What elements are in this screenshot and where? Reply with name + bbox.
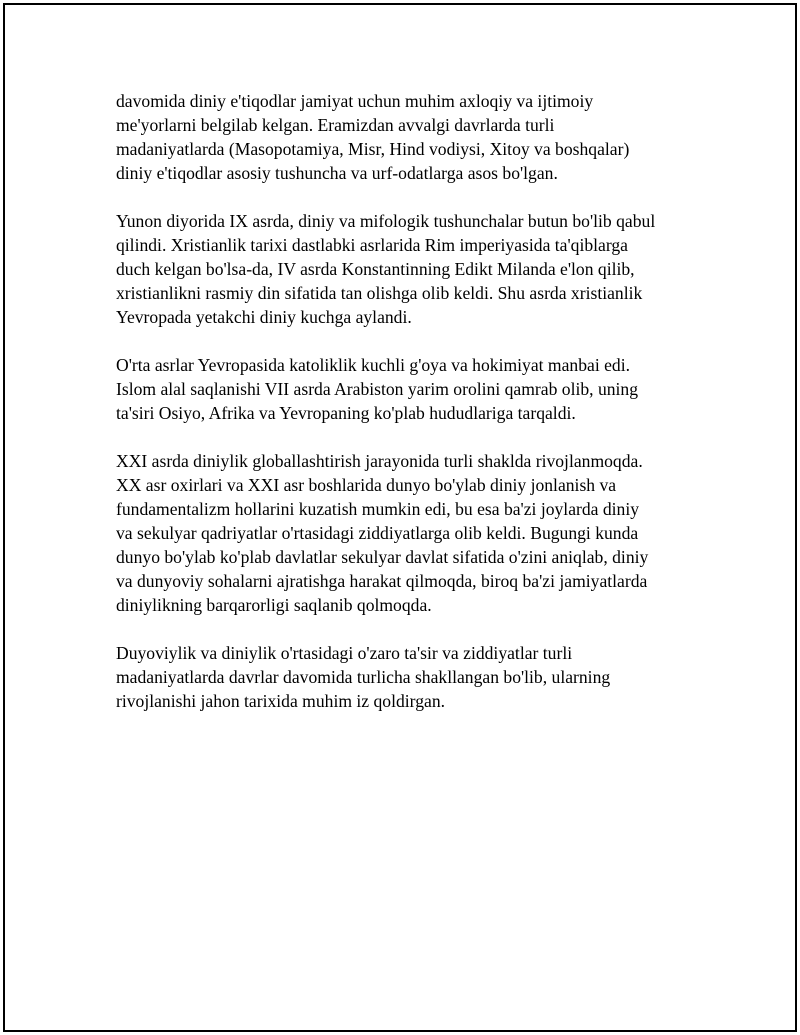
text-line: davomida diniy e'tiqodlar jamiyat uchun muhim axloqiy va ijtimoiy bbox=[116, 91, 594, 111]
text-line: Yunon diyorida IX asrda, diniy va mifologik tushunchalar butun bo'lib qabul bbox=[116, 211, 656, 231]
text-line: Yevropada yetakchi diniy kuchga aylandi. bbox=[116, 307, 412, 327]
paragraph-3 bbox=[116, 353, 696, 425]
text-line: diniylikning barqarorligi saqlanib qolmoqda. bbox=[116, 595, 432, 615]
text-line: va sekulyar qadriyatlar o'rtasidagi ziddiyatlarga olib keldi. Bugungi kunda bbox=[116, 523, 639, 543]
text-line: madaniyatlarda (Masopotamiya, Misr, Hind vodiysi, Xitoy va boshqalar) bbox=[116, 139, 630, 159]
text-line: me'yorlarni belgilab kelgan. Eramizdan avvalgi davrlarda turli bbox=[116, 115, 555, 135]
text-line: xristianlikni rasmiy din sifatida tan olishga olib keldi. Shu asrda xristianlik bbox=[116, 283, 643, 303]
text-line: diniy e'tiqodlar asosiy tushuncha va urf-odatlarga asos bo'lgan. bbox=[116, 163, 558, 183]
text-line: qilindi. Xristianlik tarixi dastlabki asrlarida Rim imperiyasida ta'qiblarga bbox=[116, 235, 628, 255]
text-line: Islom alal saqlanishi VII asrda Arabiston yarim orolini qamrab olib, uning bbox=[116, 379, 639, 399]
paragraph-4 bbox=[116, 449, 696, 617]
text-line: Duyoviylik va diniylik o'rtasidagi o'zaro ta'sir va ziddiyatlar turli bbox=[116, 643, 573, 663]
document-body bbox=[116, 89, 696, 737]
text-line: ta'siri Osiyo, Afrika va Yevropaning ko'plab hududlariga tarqaldi. bbox=[116, 403, 576, 423]
text-line: va dunyoviy sohalarni ajratishga harakat qilmoqda, biroq ba'zi jamiyatlarda bbox=[116, 571, 648, 591]
text-line: XX asr oxirlari va XXI asr boshlarida dunyo bo'ylab diniy jonlanish va bbox=[116, 475, 617, 495]
text-line: O'rta asrlar Yevropasida katoliklik kuchli g'oya va hokimiyat manbai edi. bbox=[116, 355, 630, 375]
paragraph-2 bbox=[116, 209, 696, 329]
text-line: rivojlanishi jahon tarixida muhim iz qoldirgan. bbox=[116, 691, 446, 711]
text-line: dunyo bo'ylab ko'plab davlatlar sekulyar davlat sifatida o'zini aniqlab, diniy bbox=[116, 547, 649, 567]
text-line: fundamentalizm hollarini kuzatish mumkin edi, bu esa ba'zi joylarda diniy bbox=[116, 499, 640, 519]
paragraph-5 bbox=[116, 641, 696, 713]
text-line: XXI asrda diniylik globallashtirish jarayonida turli shaklda rivojlanmoqda. bbox=[116, 451, 643, 471]
text-line: duch kelgan bo'lsa-da, IV asrda Konstantinning Edikt Milanda e'lon qilib, bbox=[116, 259, 635, 279]
paragraph-1 bbox=[116, 89, 696, 185]
text-line: madaniyatlarda davrlar davomida turlicha shakllangan bo'lib, ularning bbox=[116, 667, 611, 687]
